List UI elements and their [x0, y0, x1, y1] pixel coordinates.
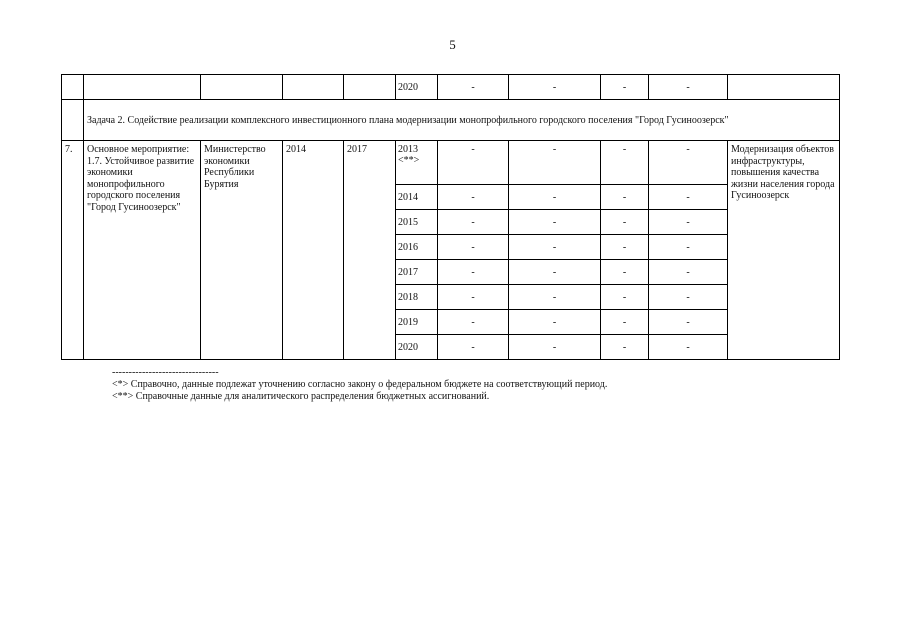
value-cell: - [649, 235, 728, 260]
value-cell: - [438, 141, 509, 185]
value-cell: - [438, 75, 509, 100]
value-cell: - [601, 260, 649, 285]
value-cell: - [509, 260, 601, 285]
item-number: 7. [62, 141, 84, 360]
year-cell: 2018 [396, 285, 438, 310]
value-cell: - [438, 235, 509, 260]
value-cell: - [649, 75, 728, 100]
year-cell: 2013 <**> [396, 141, 438, 185]
number-cell [62, 75, 84, 100]
value-cell: - [438, 335, 509, 360]
executor-cell [201, 75, 283, 100]
table-row [62, 100, 840, 141]
item-end-year: 2017 [344, 141, 396, 360]
value-cell: - [509, 335, 601, 360]
value-cell: - [509, 285, 601, 310]
value-cell: - [601, 285, 649, 310]
value-cell: - [649, 210, 728, 235]
year-cell: 2020 [396, 335, 438, 360]
value-cell: - [649, 260, 728, 285]
value-cell: - [601, 210, 649, 235]
footnote-separator: -------------------------------- [112, 367, 219, 378]
value-cell: - [601, 310, 649, 335]
year-cell: 2016 [396, 235, 438, 260]
value-cell: - [601, 75, 649, 100]
value-cell: - [509, 141, 601, 185]
footnote-2: <**> Справочные данные для аналитического распределения бюджетных ассигнований. [112, 391, 490, 402]
year-cell: 2015 [396, 210, 438, 235]
value-cell: - [601, 185, 649, 210]
value-cell: - [509, 185, 601, 210]
value-cell: - [438, 310, 509, 335]
value-cell: - [649, 185, 728, 210]
year-cell: 2017 [396, 260, 438, 285]
year-cell: 2020 [396, 75, 438, 100]
value-cell: - [601, 141, 649, 185]
year-cell: 2014 [396, 185, 438, 210]
value-cell: - [509, 210, 601, 235]
end-year-cell [344, 75, 396, 100]
value-cell: - [438, 210, 509, 235]
item-name: Основное мероприятие: 1.7. Устойчивое развитие экономики монопрофильного городского поселения "Город Гусиноозерск" [84, 141, 201, 360]
year-cell: 2019 [396, 310, 438, 335]
page-number: 5 [449, 37, 456, 52]
value-cell: - [649, 310, 728, 335]
table-row [62, 141, 840, 185]
task-heading: Задача 2. Содействие реализации комплексного инвестиционного плана модернизации монопрофильного городского поселения "Город Гусиноозерск" [84, 100, 840, 141]
item-start-year: 2014 [283, 141, 344, 360]
footnote-1: <*> Справочно, данные подлежат уточнению согласно закону о федеральном бюджете на соответствующий период. [112, 379, 608, 390]
value-cell: - [438, 260, 509, 285]
value-cell: - [438, 285, 509, 310]
start-year-cell [283, 75, 344, 100]
table-row [62, 75, 840, 100]
value-cell: - [601, 335, 649, 360]
value-cell: - [649, 141, 728, 185]
result-cell [728, 75, 840, 100]
value-cell: - [509, 235, 601, 260]
value-cell: - [438, 185, 509, 210]
item-executor: Министерство экономики Республики Бурятия [201, 141, 283, 360]
value-cell: - [509, 75, 601, 100]
value-cell: - [509, 310, 601, 335]
footnotes [112, 367, 607, 403]
value-cell: - [601, 235, 649, 260]
value-cell: - [649, 285, 728, 310]
item-result: Модернизация объектов инфраструктуры, повышения качества жизни населения города Гусиноозерск [728, 141, 840, 360]
program-table [61, 74, 840, 360]
name-cell [84, 75, 201, 100]
value-cell: - [649, 335, 728, 360]
number-cell [62, 100, 84, 141]
